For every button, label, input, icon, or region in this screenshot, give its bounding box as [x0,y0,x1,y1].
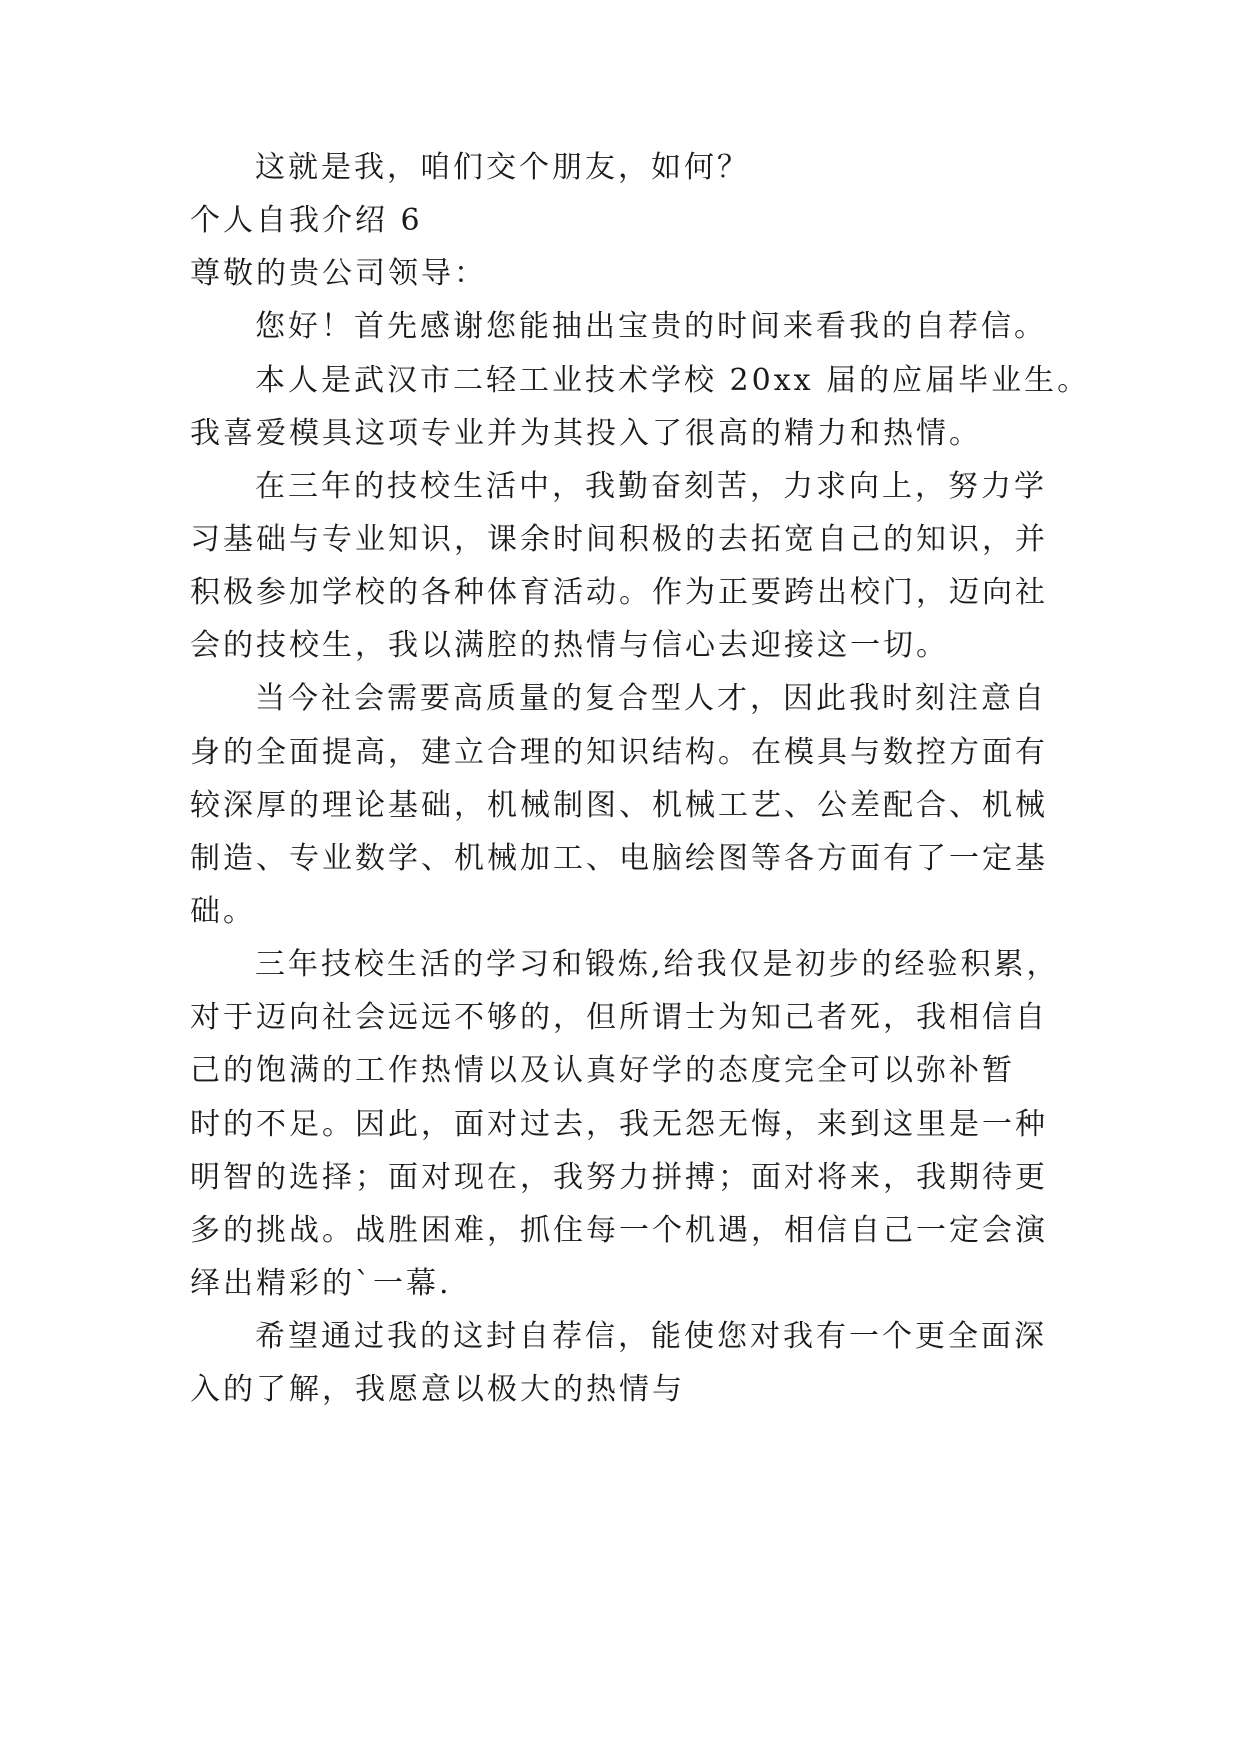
paragraph-line: 绎出精彩的`一幕. [190,1266,452,1301]
paragraph-line: 入的了解，我愿意以极大的热情与 [190,1372,685,1407]
paragraph-line: 习基础与专业知识，课余时间积极的去拓宽自己的知识，并 [190,522,1048,557]
paragraph-line: 对于迈向社会远远不够的，但所谓士为知己者死，我相信自 [190,1000,1048,1035]
paragraph-line: 我喜爱模具这项专业并为其投入了很高的精力和热情。 [190,416,982,451]
section-title: 个人自我介绍 6 [190,203,423,238]
paragraph-line: 础。 [190,894,256,929]
paragraph-line: 积极参加学校的各种体育活动。作为正要跨出校门，迈向社 [190,575,1048,610]
paragraph-line: 多的挑战。战胜困难，抓住每一个机遇，相信自己一定会演 [190,1213,1048,1248]
salutation: 尊敬的贵公司领导： [190,256,487,291]
paragraph-line: 在三年的技校生活中，我勤奋刻苦，力求向上，努力学 [255,469,1047,504]
paragraph-line: 希望通过我的这封自荐信，能使您对我有一个更全面深 [255,1319,1047,1354]
paragraph-line: 时的不足。因此，面对过去，我无怨无悔，来到这里是一种 [190,1107,1048,1142]
paragraph-line: 身的全面提高，建立合理的知识结构。在模具与数控方面有 [190,735,1048,770]
paragraph-line: 三年技校生活的学习和锻炼,给我仅是初步的经验积累， [255,947,1060,982]
paragraph-line: 您好！首先感谢您能抽出宝贵的时间来看我的自荐信。 [255,309,1047,344]
paragraph-line: 较深厚的理论基础，机械制图、机械工艺、公差配合、机械 [190,788,1048,823]
paragraph-line: 会的技校生，我以满腔的热情与信心去迎接这一切。 [190,628,949,663]
closing-line: 这就是我，咱们交个朋友，如何？ [255,150,750,185]
paragraph-line: 制造、专业数学、机械加工、电脑绘图等各方面有了一定基 [190,841,1048,876]
paragraph-line: 当今社会需要高质量的复合型人才，因此我时刻注意自 [255,681,1047,716]
paragraph-line: 本人是武汉市二轻工业技术学校 20xx 届的应届毕业生。 [255,363,1091,398]
paragraph-line: 己的饱满的工作热情以及认真好学的态度完全可以弥补暂 [190,1053,1015,1088]
paragraph-line: 明智的选择；面对现在，我努力拼搏；面对将来，我期待更 [190,1160,1048,1195]
